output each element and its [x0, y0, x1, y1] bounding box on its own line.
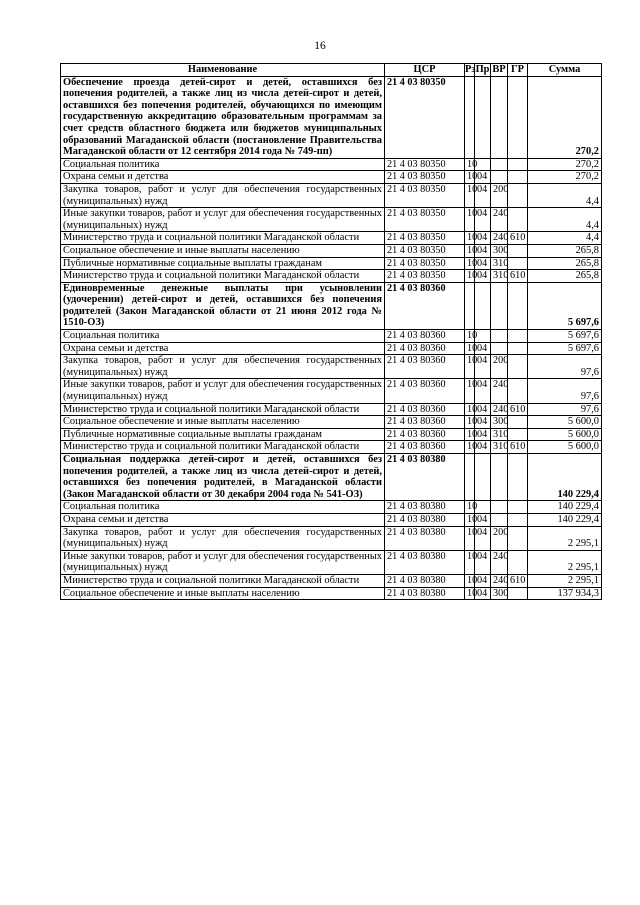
table-row [61, 208, 602, 232]
table-row [61, 330, 602, 343]
cell-pr: 04 [475, 574, 491, 587]
cell-gr: 610 [508, 232, 528, 245]
cell-csr: 21 4 03 80350 [385, 183, 465, 207]
cell-rz: 10 [465, 550, 475, 574]
cell-name: Охрана семьи и детства [61, 342, 385, 355]
cell-vr: 240 [491, 403, 508, 416]
cell-csr: 21 4 03 80360 [385, 379, 465, 403]
cell-vr: 240 [491, 379, 508, 403]
header-csr: ЦСР [385, 64, 465, 77]
cell-gr: 610 [508, 270, 528, 283]
cell-vr [491, 76, 508, 158]
table-row [61, 342, 602, 355]
cell-vr: 310 [491, 270, 508, 283]
cell-sum: 140 229,4 [528, 513, 602, 526]
header-gr: ГР [508, 64, 528, 77]
table-body [61, 76, 602, 600]
cell-sum: 5 600,0 [528, 416, 602, 429]
cell-rz: 10 [465, 441, 475, 454]
cell-csr: 21 4 03 80360 [385, 441, 465, 454]
cell-rz [465, 76, 475, 158]
table-row [61, 513, 602, 526]
cell-sum: 270,2 [528, 76, 602, 158]
header-name: Наименование [61, 64, 385, 77]
cell-name: Министерство труда и социальной политики Магаданской области [61, 232, 385, 245]
cell-csr: 21 4 03 80350 [385, 244, 465, 257]
cell-name: Закупка товаров, работ и услуг для обеспечения государственных (муниципальных) нужд [61, 526, 385, 550]
cell-pr: 04 [475, 403, 491, 416]
cell-name: Социальная политика [61, 330, 385, 343]
table-row [61, 183, 602, 207]
table-row [61, 379, 602, 403]
cell-name: Социальная поддержка детей-сирот и детей, оставшихся без попечения родителей, а также лиц из числа детей-сирот и детей, оставшихся без попечения родителей, в Магаданской области (Закон Магаданской области от 30 декабря 2004 года № 541-ОЗ) [61, 454, 385, 501]
cell-sum: 4,4 [528, 232, 602, 245]
cell-gr [508, 171, 528, 184]
cell-name: Охрана семьи и детства [61, 171, 385, 184]
cell-gr [508, 158, 528, 171]
cell-vr: 240 [491, 550, 508, 574]
cell-pr: 04 [475, 257, 491, 270]
cell-name: Социальное обеспечение и иные выплаты населению [61, 416, 385, 429]
table-row [61, 428, 602, 441]
cell-sum: 140 229,4 [528, 454, 602, 501]
table-row [61, 526, 602, 550]
cell-vr: 310 [491, 441, 508, 454]
cell-vr: 200 [491, 526, 508, 550]
cell-rz: 10 [465, 342, 475, 355]
table-row [61, 550, 602, 574]
cell-sum: 97,6 [528, 379, 602, 403]
cell-vr: 310 [491, 257, 508, 270]
cell-gr [508, 183, 528, 207]
cell-name: Социальная политика [61, 158, 385, 171]
cell-pr: 04 [475, 355, 491, 379]
cell-csr: 21 4 03 80360 [385, 355, 465, 379]
cell-pr: 04 [475, 441, 491, 454]
cell-csr: 21 4 03 80380 [385, 587, 465, 600]
cell-vr: 300 [491, 416, 508, 429]
cell-csr: 21 4 03 80380 [385, 526, 465, 550]
cell-gr: 610 [508, 403, 528, 416]
cell-vr: 200 [491, 183, 508, 207]
cell-sum: 265,8 [528, 244, 602, 257]
cell-gr [508, 550, 528, 574]
cell-csr: 21 4 03 80380 [385, 513, 465, 526]
cell-gr [508, 355, 528, 379]
table-row [61, 257, 602, 270]
cell-csr: 21 4 03 80350 [385, 257, 465, 270]
cell-name: Министерство труда и социальной политики Магаданской области [61, 441, 385, 454]
table-row [61, 171, 602, 184]
header-vr: ВР [492, 64, 506, 75]
cell-gr [508, 526, 528, 550]
cell-csr: 21 4 03 80360 [385, 428, 465, 441]
cell-gr [508, 379, 528, 403]
table-row [61, 403, 602, 416]
cell-sum: 2 295,1 [528, 526, 602, 550]
cell-vr: 300 [491, 244, 508, 257]
cell-gr [508, 416, 528, 429]
cell-name: Министерство труда и социальной политики Магаданской области [61, 403, 385, 416]
cell-name: Министерство труда и социальной политики Магаданской области [61, 270, 385, 283]
cell-rz: 10 [465, 270, 475, 283]
cell-pr [475, 282, 491, 329]
cell-csr: 21 4 03 80350 [385, 158, 465, 171]
cell-name: Закупка товаров, работ и услуг для обеспечения государственных (муниципальных) нужд [61, 355, 385, 379]
cell-csr: 21 4 03 80360 [385, 403, 465, 416]
cell-rz: 10 [465, 526, 475, 550]
table-row [61, 501, 602, 514]
table-row [61, 574, 602, 587]
table-row [61, 244, 602, 257]
cell-csr: 21 4 03 80360 [385, 342, 465, 355]
cell-pr: 04 [475, 208, 491, 232]
cell-name: Обеспечение проезда детей-сирот и детей, оставшихся без попечения родителей, а также лиц из числа детей-сирот и детей, оставшихся без попечения родителей, обучающихся по имеющим государственную аккредитацию образовательным программам за счет средств областного бюджета или бюджетов муниципальных образований Магаданской области (постановление Правительства Магаданской области от 12 сентября 2014 года № 749-пп) [61, 76, 385, 158]
cell-gr [508, 501, 528, 514]
cell-csr: 21 4 03 80380 [385, 574, 465, 587]
cell-rz: 10 [465, 183, 475, 207]
cell-gr [508, 208, 528, 232]
cell-gr [508, 513, 528, 526]
cell-rz: 10 [465, 244, 475, 257]
cell-gr [508, 454, 528, 501]
cell-rz: 10 [465, 158, 475, 171]
cell-pr: 04 [475, 513, 491, 526]
cell-vr: 240 [491, 208, 508, 232]
cell-name: Социальная политика [61, 501, 385, 514]
cell-pr: 04 [475, 379, 491, 403]
cell-csr: 21 4 03 80360 [385, 416, 465, 429]
table-header-row [61, 64, 602, 77]
cell-csr: 21 4 03 80350 [385, 171, 465, 184]
table-row [61, 270, 602, 283]
cell-rz: 10 [465, 428, 475, 441]
cell-rz [465, 454, 475, 501]
cell-vr: 300 [491, 587, 508, 600]
cell-rz: 10 [465, 587, 475, 600]
cell-pr: 04 [475, 587, 491, 600]
cell-csr: 21 4 03 80360 [385, 330, 465, 343]
cell-csr: 21 4 03 80360 [385, 282, 465, 329]
cell-vr: 240 [491, 574, 508, 587]
cell-pr [475, 76, 491, 158]
cell-csr: 21 4 03 80380 [385, 501, 465, 514]
cell-sum: 5 697,6 [528, 282, 602, 329]
cell-rz: 10 [465, 257, 475, 270]
cell-gr [508, 428, 528, 441]
header-pr: Пр [475, 64, 490, 75]
table-row [61, 282, 602, 329]
table-row [61, 355, 602, 379]
cell-csr: 21 4 03 80380 [385, 550, 465, 574]
cell-pr: 04 [475, 416, 491, 429]
cell-pr: 04 [475, 550, 491, 574]
cell-rz: 10 [465, 330, 475, 343]
cell-gr [508, 76, 528, 158]
cell-vr [491, 454, 508, 501]
cell-gr [508, 282, 528, 329]
cell-pr: 04 [475, 270, 491, 283]
cell-csr: 21 4 03 80350 [385, 208, 465, 232]
cell-name: Охрана семьи и детства [61, 513, 385, 526]
cell-name: Министерство труда и социальной политики Магаданской области [61, 574, 385, 587]
cell-vr [491, 282, 508, 329]
table-row [61, 158, 602, 171]
cell-vr: 200 [491, 355, 508, 379]
cell-sum: 265,8 [528, 257, 602, 270]
page-number: 16 [314, 40, 326, 52]
cell-csr: 21 4 03 80380 [385, 454, 465, 501]
cell-vr [491, 158, 508, 171]
cell-sum: 5 697,6 [528, 330, 602, 343]
cell-vr [491, 330, 508, 343]
cell-sum: 5 697,6 [528, 342, 602, 355]
budget-table [60, 63, 602, 600]
table-row [61, 416, 602, 429]
cell-sum: 270,2 [528, 158, 602, 171]
table-row [61, 76, 602, 158]
cell-vr: 310 [491, 428, 508, 441]
cell-sum: 97,6 [528, 355, 602, 379]
cell-vr [491, 513, 508, 526]
cell-gr [508, 587, 528, 600]
cell-rz: 10 [465, 379, 475, 403]
cell-sum: 4,4 [528, 183, 602, 207]
cell-pr: 04 [475, 526, 491, 550]
cell-pr: 04 [475, 232, 491, 245]
cell-pr: 04 [475, 183, 491, 207]
cell-sum: 137 934,3 [528, 587, 602, 600]
cell-name: Публичные нормативные социальные выплаты гражданам [61, 257, 385, 270]
cell-name: Закупка товаров, работ и услуг для обеспечения государственных (муниципальных) нужд [61, 183, 385, 207]
cell-name: Социальное обеспечение и иные выплаты населению [61, 244, 385, 257]
cell-rz: 10 [465, 208, 475, 232]
cell-pr: 04 [475, 244, 491, 257]
cell-pr: 04 [475, 428, 491, 441]
cell-sum: 5 600,0 [528, 428, 602, 441]
cell-sum: 97,6 [528, 403, 602, 416]
cell-pr [475, 454, 491, 501]
cell-sum: 2 295,1 [528, 574, 602, 587]
cell-pr: 04 [475, 171, 491, 184]
cell-gr [508, 244, 528, 257]
cell-csr: 21 4 03 80350 [385, 76, 465, 158]
cell-rz: 10 [465, 513, 475, 526]
cell-rz [465, 282, 475, 329]
table-row [61, 587, 602, 600]
cell-gr [508, 342, 528, 355]
cell-sum: 270,2 [528, 171, 602, 184]
cell-rz: 10 [465, 416, 475, 429]
cell-sum: 4,4 [528, 208, 602, 232]
table-row [61, 454, 602, 501]
cell-name: Иные закупки товаров, работ и услуг для обеспечения государственных (муниципальных) нужд [61, 550, 385, 574]
cell-rz: 10 [465, 355, 475, 379]
cell-sum: 265,8 [528, 270, 602, 283]
cell-vr [491, 171, 508, 184]
cell-gr: 610 [508, 574, 528, 587]
cell-csr: 21 4 03 80350 [385, 232, 465, 245]
cell-gr [508, 257, 528, 270]
cell-rz: 10 [465, 501, 475, 514]
cell-rz: 10 [465, 574, 475, 587]
header-rz: Рз [465, 64, 476, 75]
cell-csr: 21 4 03 80350 [385, 270, 465, 283]
table-row [61, 232, 602, 245]
cell-name: Единовременные денежные выплаты при усыновлении (удочерении) детей-сирот и детей, оставшихся без попечения родителей (Закон Магаданской области от 21 июня 2012 года № 1510-ОЗ) [61, 282, 385, 329]
cell-name: Публичные нормативные социальные выплаты гражданам [61, 428, 385, 441]
cell-vr: 240 [491, 232, 508, 245]
cell-rz: 10 [465, 171, 475, 184]
cell-gr: 610 [508, 441, 528, 454]
header-sum: Сумма [528, 64, 602, 77]
cell-rz: 10 [465, 403, 475, 416]
cell-vr [491, 342, 508, 355]
cell-rz: 10 [465, 232, 475, 245]
cell-sum: 5 600,0 [528, 441, 602, 454]
cell-name: Социальное обеспечение и иные выплаты населению [61, 587, 385, 600]
cell-name: Иные закупки товаров, работ и услуг для обеспечения государственных (муниципальных) нужд [61, 379, 385, 403]
cell-sum: 140 229,4 [528, 501, 602, 514]
cell-name: Иные закупки товаров, работ и услуг для обеспечения государственных (муниципальных) нужд [61, 208, 385, 232]
cell-vr [491, 501, 508, 514]
cell-pr: 04 [475, 342, 491, 355]
table-row [61, 441, 602, 454]
cell-sum: 2 295,1 [528, 550, 602, 574]
cell-gr [508, 330, 528, 343]
